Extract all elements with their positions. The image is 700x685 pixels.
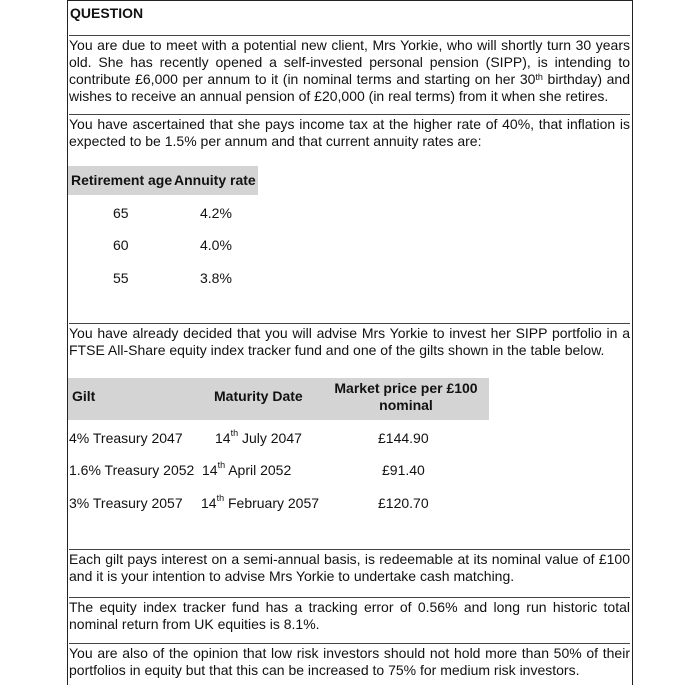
paragraph-tax-inflation: You have ascertained that she pays income tax at the higher rate of 40%, that inflation is expected to be 1.5% per annum and that current annuity rates are:: [69, 116, 630, 149]
paragraph-client-intro: You are due to meet with a potential new client, Mrs Yorkie, who will shortly turn 30 years old. She has recently opened a self-invested personal pension (SIPP), is intending to contribute £6,000 per annum to it (in nominal terms and starting on her 30th birthday) and wishes to receive an annual pension of £20,000 (in real terms) from it when she retires.: [69, 37, 631, 104]
header-maturity-date: Maturity Date: [214, 388, 303, 404]
gilt-price-cell: £91.40: [382, 462, 425, 478]
gilt-maturity-cell: 14th July 2047: [215, 428, 302, 446]
annuity-rate-cell: 4.2%: [200, 205, 232, 221]
gilt-maturity-cell: 14th February 2057: [201, 493, 320, 511]
gilt-name-cell: 3% Treasury 2057: [69, 495, 183, 511]
gilt-maturity-cell: 14th April 2052: [202, 460, 292, 478]
annuity-age-cell: 65: [113, 205, 129, 221]
annuity-table-header: [68, 166, 258, 195]
header-retirement-age: Retirement age: [71, 172, 173, 188]
annuity-rate-cell: 3.8%: [200, 270, 232, 286]
header-gilt: Gilt: [72, 388, 96, 404]
page-frame-left: [67, 0, 68, 685]
annuity-rate-cell: 4.0%: [200, 237, 232, 253]
page-frame-top: [67, 0, 633, 1]
gilt-name-cell: 1.6% Treasury 2052: [69, 462, 195, 478]
question-heading: QUESTION: [70, 5, 144, 21]
paragraph-risk-opinion: You are also of the opinion that low risk investors should not hold more than 50% of their portfolios in equity but that this can be increased to 75% for medium risk investors.: [69, 645, 630, 678]
paragraph-gilt-details: Each gilt pays interest on a semi-annual basis, is redeemable at its nominal value of £100 and it is your intention to advise Mrs Yorkie to undertake cash matching.: [69, 551, 630, 584]
gilt-price-cell: £120.70: [378, 495, 429, 511]
paragraph-portfolio-decision: You have already decided that you will advise Mrs Yorkie to invest her SIPP portfolio in a FTSE All-Share equity index tracker fund and one of the gilts shown in the table below.: [69, 325, 630, 358]
annuity-age-cell: 60: [113, 237, 129, 253]
gilt-name-cell: 4% Treasury 2047: [69, 430, 183, 446]
page-frame-right: [632, 0, 633, 685]
header-market-price: Market price per £100 nominal: [334, 380, 478, 413]
gilt-table-header: [68, 378, 489, 420]
annuity-age-cell: 55: [113, 270, 129, 286]
gilt-price-cell: £144.90: [378, 430, 429, 446]
header-annuity-rate: Annuity rate: [174, 172, 256, 188]
paragraph-tracking-error: The equity index tracker fund has a tracking error of 0.56% and long run historic total nominal return from UK equities is 8.1%.: [69, 599, 630, 632]
